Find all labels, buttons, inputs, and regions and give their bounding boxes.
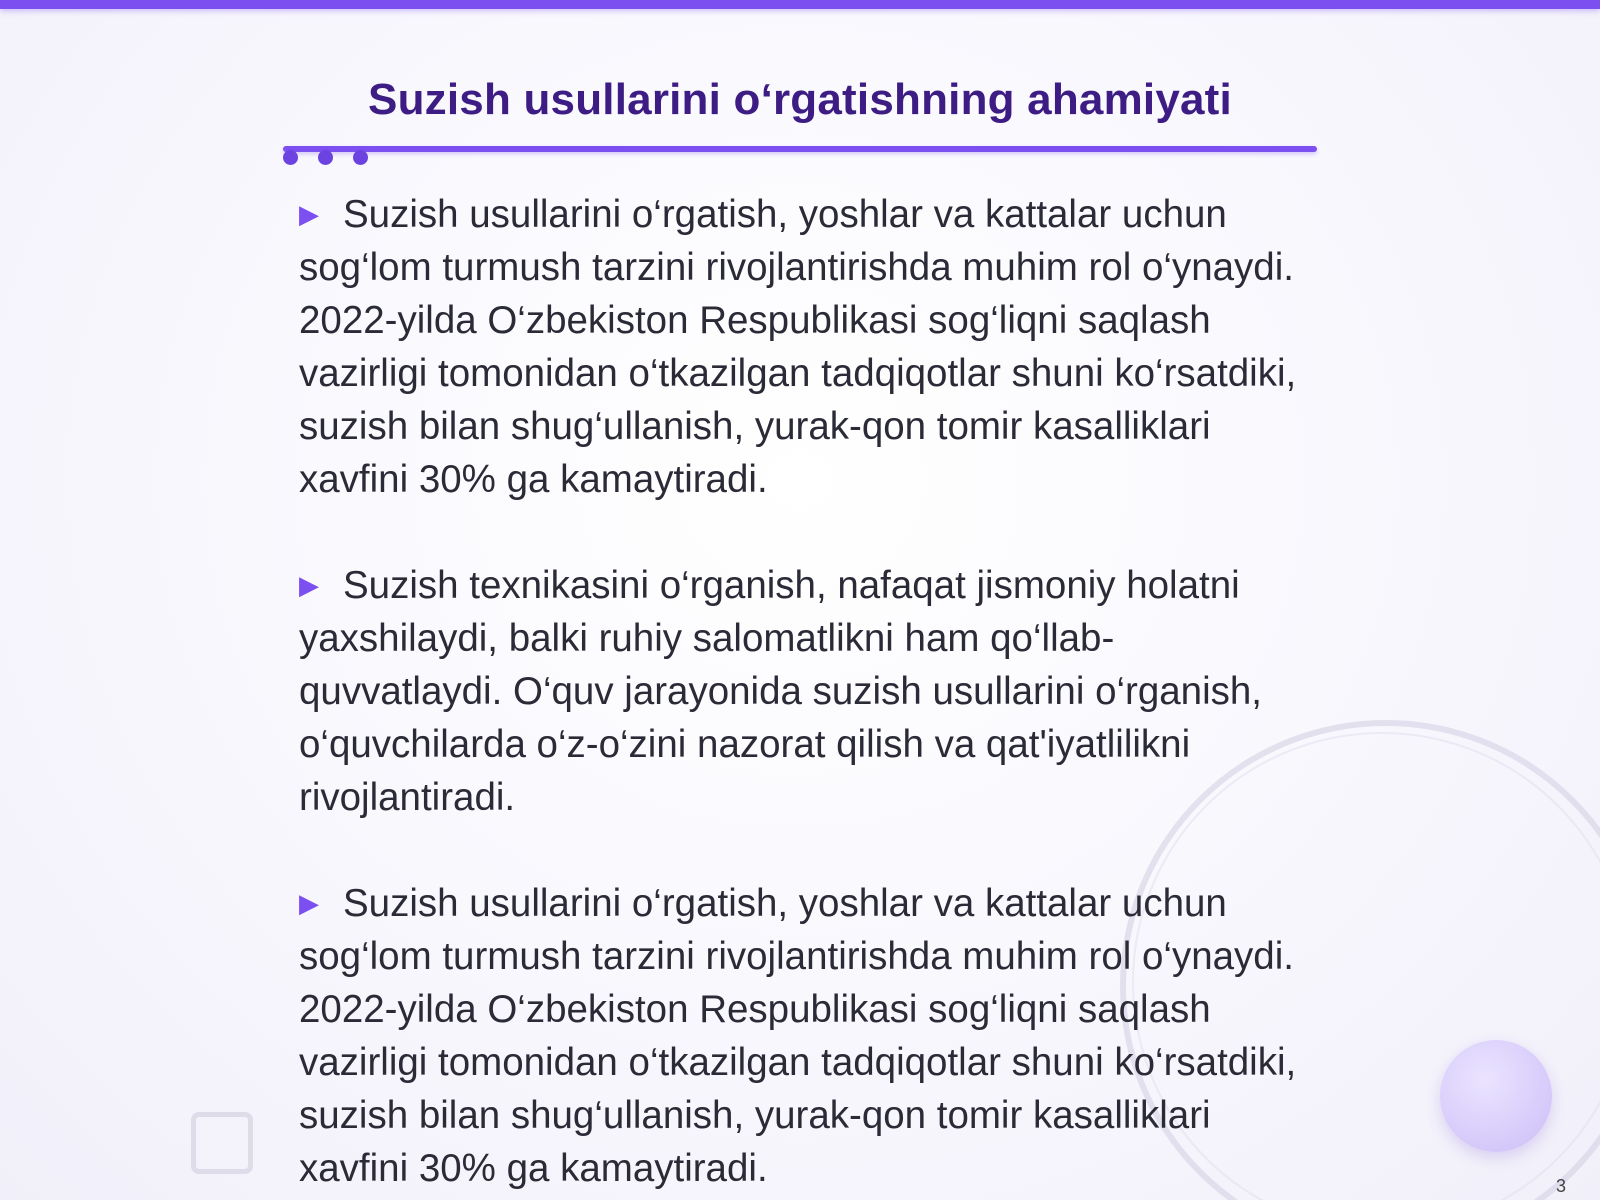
page-number: 3 <box>1556 1176 1567 1196</box>
slide-title: Suzish usullarini o‘rgatishning ahamiyati <box>368 75 1232 124</box>
bullet-paragraph <box>299 559 1309 824</box>
play-triangle-icon: ▶ <box>299 570 319 600</box>
decor-dot <box>283 150 298 165</box>
bullet-list <box>299 188 1309 1200</box>
decor-dot <box>353 150 368 165</box>
top-accent-bar <box>0 0 1600 9</box>
decor-square <box>191 1112 253 1174</box>
paragraph-text: Suzish texnikasini o‘rganish, nafaqat jismoniy holatni yaxshilaydi, balki ruhiy salomatlikni ham qo‘llab-quvvatlaydi. O‘quv jarayonida suzish usullarini o‘rganish, o‘quvchilarda o‘z-o‘zini nazorat qilish va qat'iyatlilikni rivojlantiradi. <box>299 564 1263 819</box>
play-triangle-icon: ▶ <box>299 199 319 229</box>
bullet-paragraph <box>299 188 1309 506</box>
title-underline <box>283 146 1317 152</box>
decor-dot <box>318 150 333 165</box>
paragraph-text: Suzish usullarini o‘rgatish, yoshlar va kattalar uchun sog‘lom turmush tarzini rivojlantirishda muhim rol o‘ynaydi. 2022-yilda O‘zbekiston Respublikasi sog‘liqni saqlash vazirligi tomonidan o‘tkazilgan tadqiqotlar shuni ko‘rsatdiki, suzish bilan shug‘ullanish, yurak-qon tomir kasalliklari xavfini 30% ga kamaytiradi. <box>299 193 1297 501</box>
bullet-paragraph <box>299 877 1309 1195</box>
decor-circle <box>1440 1040 1552 1152</box>
play-triangle-icon: ▶ <box>299 888 319 918</box>
paragraph-text: Suzish usullarini o‘rgatish, yoshlar va kattalar uchun sog‘lom turmush tarzini rivojlantirishda muhim rol o‘ynaydi. 2022-yilda O‘zbekiston Respublikasi sog‘liqni saqlash vazirligi tomonidan o‘tkazilgan tadqiqotlar shuni ko‘rsatdiki, suzish bilan shug‘ullanish, yurak-qon tomir kasalliklari xavfini 30% ga kamaytiradi. <box>299 882 1297 1190</box>
